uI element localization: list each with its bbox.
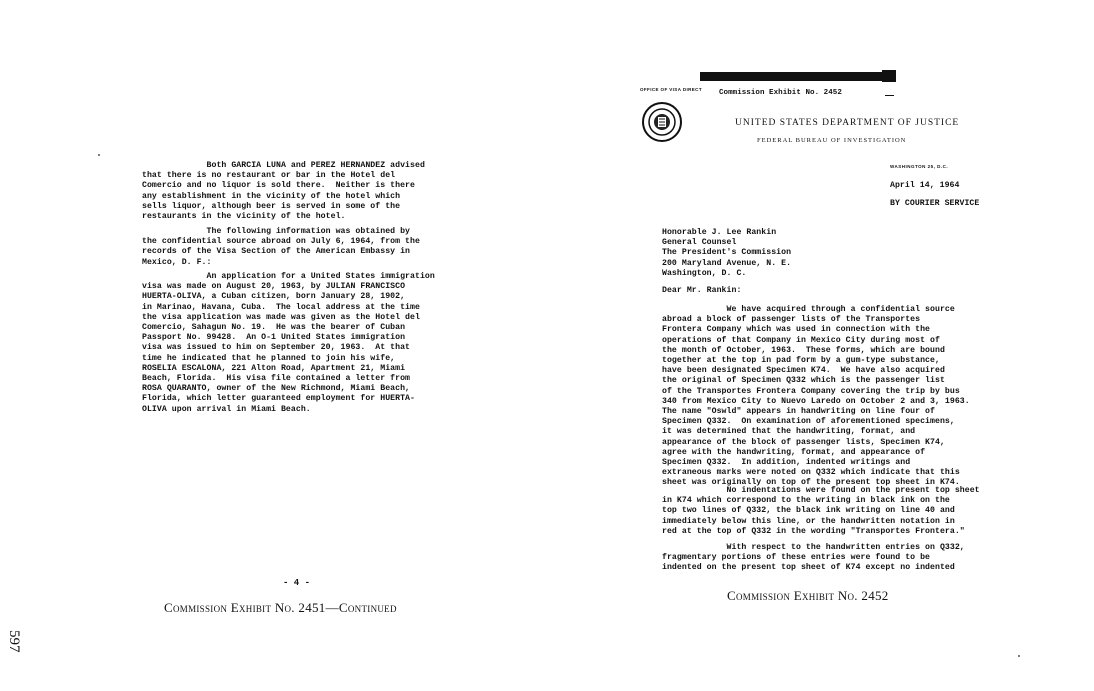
- header-dash: [885, 95, 894, 96]
- left-paragraph-2: The following information was obtained by the confidential source abroad on July 6, 1964, from the records of the Visa Section of the American Embassy in Mexico, D. F.:: [142, 227, 420, 267]
- redaction-bar: [700, 72, 895, 81]
- margin-page-number: 597: [6, 630, 22, 653]
- right-paragraph-1: We have acquired through a confidential source abroad a block of passenger lists of the Transportes Frontera Company which was used in connection with the operations of that Company in Mexico City during most of the month of October, 1963. These forms, which are bound together at the top in pad form by a gum-type substance, have been designated Specimen K74. We have also acquired the original of Specimen Q332 which is the passenger list of the Transportes Frontera Company covering the trip by bus 340 from Mexico City to Nuevo Laredo on October 2 and 3, 1963. The name "Oswld" appears in handwriting on line four of Specimen Q332. On examination of aforementioned specimens, it was determined that the handwriting, format, and appearance of the block of passenger lists, Specimen K74, agree with the handwriting, format, and appearance of Specimen Q332. In addition, indented writings and extraneous marks were noted on Q332 which indicate that this sheet was originally on top of the present top sheet in K74.: [662, 305, 970, 488]
- right-paragraph-3: With respect to the handwritten entries on Q332, fragmentary portions of these entries were found to be indented on the present top sheet of K74 except no indented: [662, 543, 965, 573]
- speck: [1018, 655, 1020, 657]
- left-paragraph-3: An application for a United States immigration visa was made on August 20, 1963, by JULIAN FRANCISCO HUERTA-OLIVA, a Cuban citizen, born January 28, 1902, in Marinao, Havana, Cuba. The local address at the time the visa application was made was given as the Hotel del Comercio, Sahagun No. 19. He was the bearer of Cuban Passport No. 99428. An O-1 United States immigration visa was issued to him on September 20, 1963. At that time he indicated that he planned to join his wife, ROSELIA ESCALONA, 221 Alton Road, Apartment 21, Miami Beach, Florida. His visa file contained a letter from ROSA QUARANTO, owner of the New Richmond, Miami Beach, Florida, which letter guaranteed employment for HUERTA- OLIVA upon arrival in Miami Beach.: [142, 272, 435, 414]
- right-exhibit-caption: Commission Exhibit No. 2452: [727, 588, 889, 603]
- office-label: OFFICE OF VISA DIRECT: [640, 87, 702, 92]
- redaction-mark: [882, 70, 896, 82]
- bureau-name: FEDERAL BUREAU OF INVESTIGATION: [757, 137, 907, 144]
- right-paragraph-2: No indentations were found on the present top sheet in K74 which correspond to the writing in black ink on the top two lines of Q332, the black ink writing on line 40 and immediately below this line, or the handwritten notation in red at the top of Q332 in the wording "Transportes Frontera.": [662, 486, 980, 536]
- location: WASHINGTON 25, D.C.: [890, 164, 949, 169]
- exhibit-header: Commission Exhibit No. 2452: [719, 89, 842, 97]
- left-page-number: - 4 -: [283, 578, 311, 588]
- recipient-address: Honorable J. Lee Rankin General Counsel The President's Commission 200 Maryland Avenue, N. E. Washington, D. C.: [662, 228, 792, 278]
- letter-date: April 14, 1964: [890, 181, 960, 190]
- salutation: Dear Mr. Rankin:: [662, 286, 742, 295]
- department-name: UNITED STATES DEPARTMENT OF JUSTICE: [735, 118, 960, 128]
- left-exhibit-caption: Commission Exhibit No. 2451—Continued: [164, 600, 397, 615]
- speck: [98, 154, 100, 156]
- delivery-method: BY COURIER SERVICE: [890, 199, 980, 208]
- left-paragraph-1: Both GARCIA LUNA and PEREZ HERNANDEZ advised that there is no restaurant or bar in the Hotel del Comercio and no liquor is sold there. Neither is there any establishment in the vicinity of the hotel which sells liquor, although beer is served in some of the restaurants in the vicinity of the hotel.: [142, 161, 425, 222]
- fbi-seal-icon: [642, 102, 682, 142]
